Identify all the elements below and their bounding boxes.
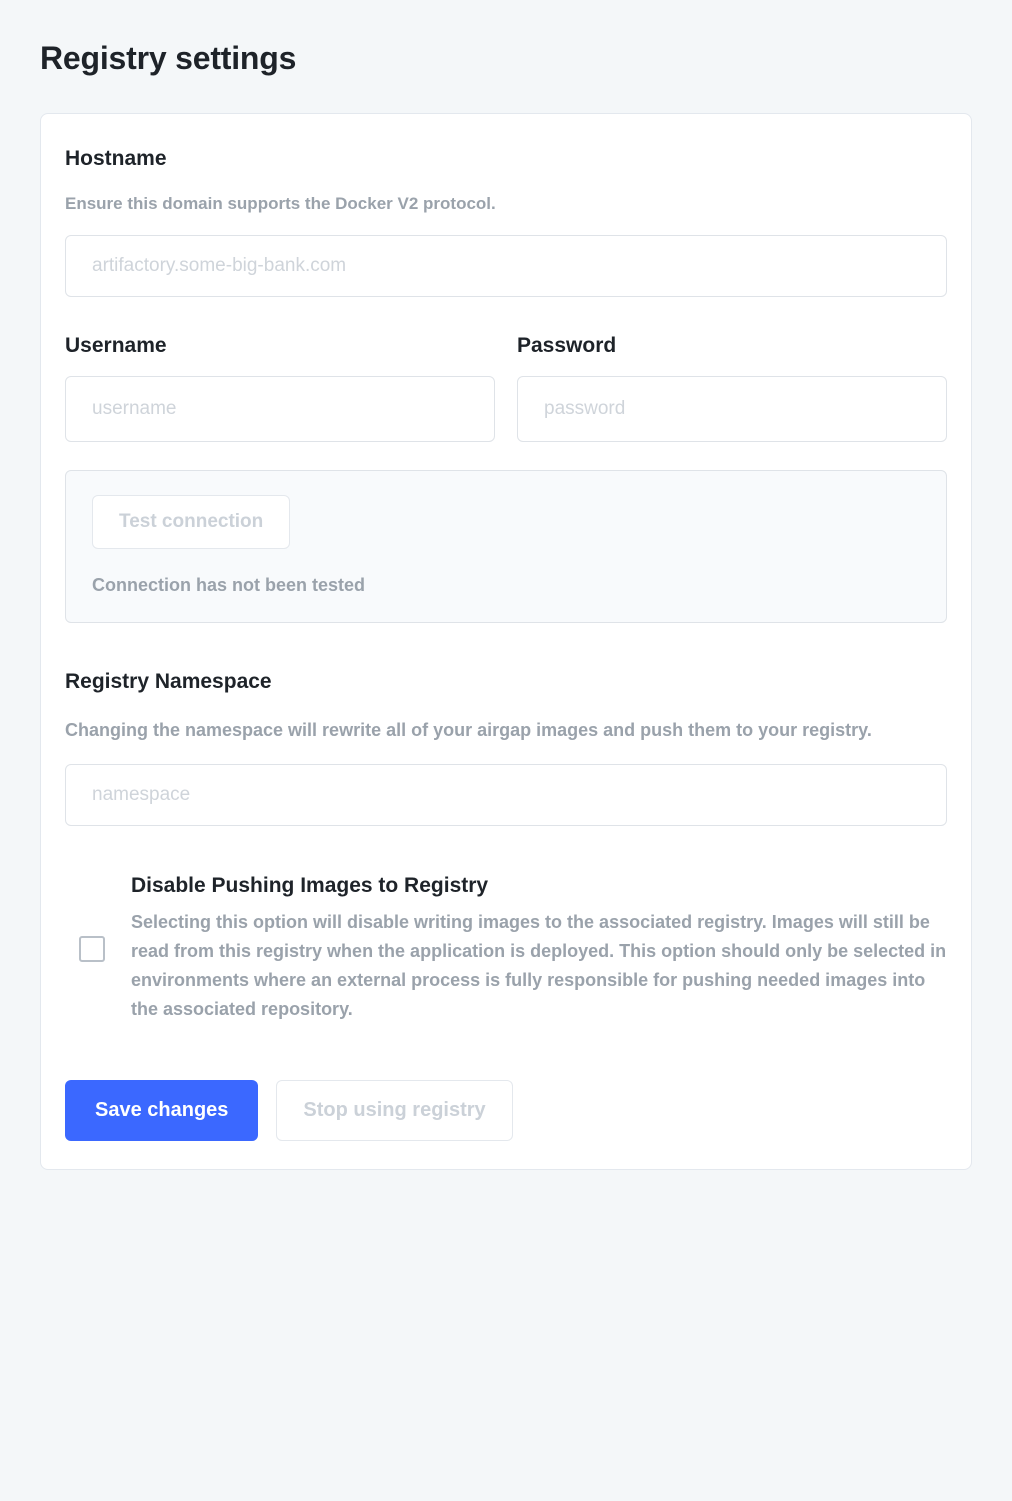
password-input[interactable]: [517, 376, 947, 442]
password-label: Password: [517, 333, 617, 357]
save-changes-button[interactable]: Save changes: [65, 1080, 258, 1141]
username-field-group: [65, 333, 495, 442]
test-connection-button[interactable]: Test connection: [92, 495, 290, 549]
disable-push-row: [65, 874, 947, 1025]
namespace-input-wrapper: [65, 764, 947, 826]
page-title: Registry settings: [40, 40, 297, 76]
password-field-group: [517, 333, 947, 442]
hostname-input-wrapper: [65, 235, 947, 297]
registry-settings-card: [40, 113, 972, 1170]
registry-namespace-label: Registry Namespace: [65, 669, 272, 693]
disable-push-checkbox[interactable]: [79, 936, 105, 962]
hostname-help-text: Ensure this domain supports the Docker V2 protocol.: [65, 194, 496, 214]
stop-using-registry-button[interactable]: Stop using registry: [276, 1080, 512, 1141]
disable-push-description: Selecting this option will disable writing images to the associated registry. Images will still be read from this registry when the application is deployed. This option should only be selected in environments where an external process is fully responsible for pushing needed images into the associated repository.: [131, 911, 947, 1020]
test-connection-status: Connection has not been tested: [92, 574, 366, 595]
disable-push-content: [131, 874, 947, 1025]
username-input[interactable]: [65, 376, 495, 442]
form-actions: [65, 1080, 947, 1141]
disable-push-title: Disable Pushing Images to Registry: [131, 873, 489, 897]
credentials-row: [65, 333, 947, 442]
username-label: Username: [65, 333, 167, 357]
namespace-input[interactable]: [65, 764, 947, 826]
hostname-label: Hostname: [65, 147, 167, 170]
test-connection-panel: [65, 470, 947, 623]
hostname-input[interactable]: [65, 235, 947, 297]
registry-namespace-help-text: Changing the namespace will rewrite all of your airgap images and push them to your registry.: [65, 720, 872, 741]
